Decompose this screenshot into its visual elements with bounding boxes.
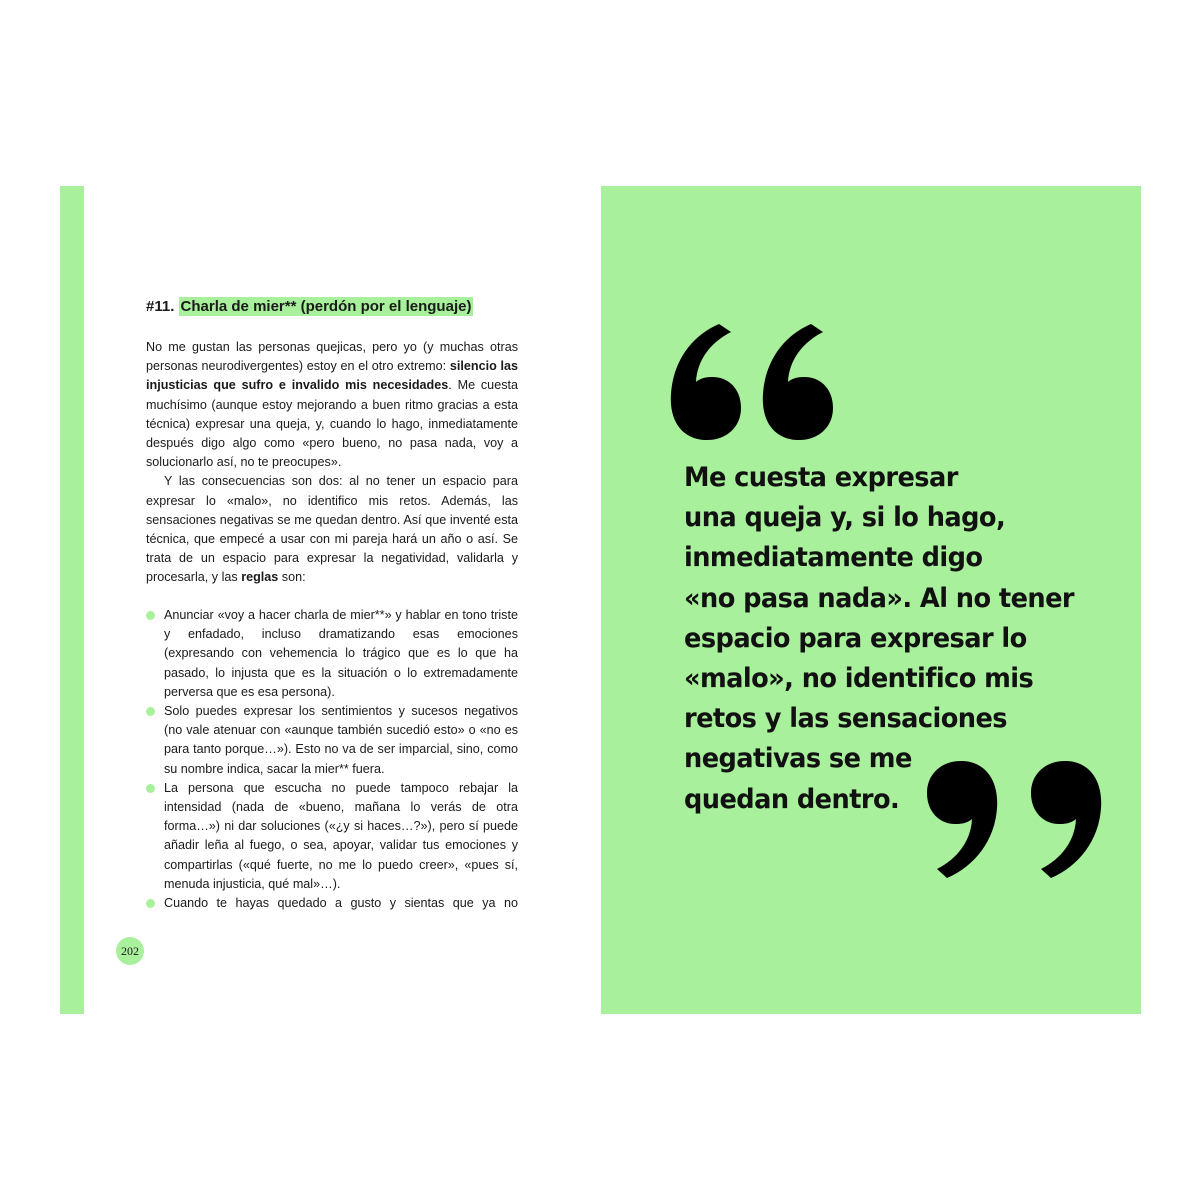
accent-strip <box>60 186 84 1014</box>
left-double-quotation-mark-icon <box>669 322 845 442</box>
paragraph-1-text-a: No me gustan las personas quejicas, pero yo (y muchas otras personas neurodivergentes) estoy en el otro extremo: <box>146 340 518 374</box>
left-page <box>60 186 600 1014</box>
page-number: 202 <box>116 937 144 965</box>
paragraph-1 <box>146 338 518 472</box>
list-item <box>164 702 518 779</box>
quote-line: espacio para expresar lo <box>684 622 1027 654</box>
rule-text: Anunciar «voy a hacer charla de mier**» y hablar en tono triste y enfadado, incluso dramatizando esas emociones (expresando con vehemencia lo trágico que es lo que ha pasado, lo injusta que es la situación o lo extremadamente perversa que es esa persona). <box>164 608 518 699</box>
section-heading <box>146 296 566 318</box>
quote-line: «no pasa nada». Al no tener <box>684 582 1075 614</box>
rule-text: Solo puedes expresar los sentimientos y sucesos negativos (no vale atenuar con «aunque también sucedió esto» o «no es para tanto porque…»). Esto no va de ser imparcial, sino, como su nombre indica, sacar la mier** fuera. <box>164 704 518 776</box>
list-item <box>164 779 518 894</box>
paragraph-2-text-b: son: <box>278 570 306 585</box>
bullet-dot-icon <box>146 899 155 908</box>
paragraph-2 <box>146 472 518 587</box>
quote-line: retos y las sensaciones <box>684 703 1008 735</box>
quote-line: «malo», no identifico mis <box>684 663 1034 695</box>
quote-line: Me cuesta expresar <box>684 462 958 493</box>
rule-text: La persona que escucha no puede tampoco rebajar la intensidad (nada de «bueno, mañana lo verás de otra forma…») ni dar soluciones («¿y si haces…?»), pero sí puede añadir leña al fuego, o sea, apoyar, validar tus emociones y compartirlas («qué fuerte, no me lo puedo creer», «pues sí, menuda injusticia, qué mal»…). <box>164 780 518 891</box>
quote-line: quedan dentro. <box>684 783 900 815</box>
heading-title: Charla de mier** (perdón por el lenguaje) <box>180 298 472 315</box>
body-text <box>146 338 518 588</box>
bullet-dot-icon <box>146 707 155 716</box>
bullet-dot-icon <box>146 784 155 793</box>
rules-list <box>164 606 518 913</box>
paragraph-1-text-b: . Me cuesta muchísimo (aunque estoy mejorando a buen ritmo gracias a esta técnica) expresar una queja, y, cuando lo hago, inmediatamente después digo algo como «pero bueno, no pasa nada, voy a solucionarlo así, no te preocupes». <box>146 378 518 470</box>
right-double-quotation-mark-icon <box>923 758 1103 880</box>
quote-line: inmediatamente digo <box>684 542 983 574</box>
list-item <box>164 606 518 702</box>
paragraph-2-text-a: Y las consecuencias son dos: al no tener un espacio para expresar lo «malo», no identifico mis retos. Además, las sensaciones negativas se me quedan dentro. Así que inventé esta técnica, que empecé a usar con mi pareja hará un año o así. Se trata de un espacio para expresar la negatividad, validarla y procesarla, y las <box>146 474 518 585</box>
heading-number: #11. <box>146 298 175 315</box>
right-page <box>601 186 1141 1014</box>
paragraph-1-bold: silencio las injusticias que sufro e invalido mis necesidades <box>146 359 519 393</box>
quote-line: negativas se me <box>684 743 912 775</box>
paragraph-2-bold: reglas <box>241 570 279 585</box>
quote-line: una queja y, si lo hago, <box>684 502 1006 534</box>
list-item <box>164 894 518 913</box>
rule-text: Cuando te hayas quedado a gusto y sientas que ya no <box>164 896 518 911</box>
bullet-dot-icon <box>146 611 155 620</box>
